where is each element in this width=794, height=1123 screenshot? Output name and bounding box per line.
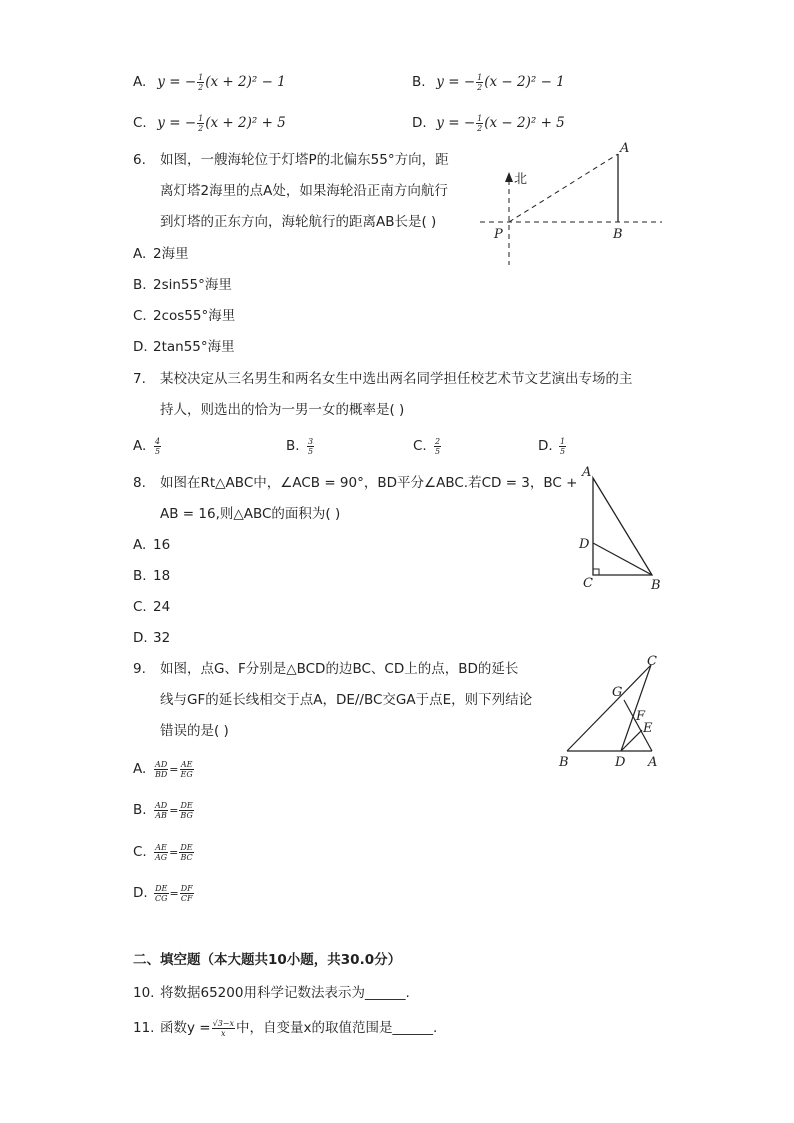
question-number: 7. [133,371,146,387]
fraction-den: BG [180,810,193,820]
fraction-den: 2 [477,123,483,133]
fraction-num: DF [180,883,193,893]
question-number: 9. [133,661,146,677]
fraction-num: DE [180,800,193,810]
fraction-num: AE [180,759,193,769]
fraction-num: AD [155,800,168,810]
fraction-den: 2 [477,82,483,92]
q9-line3: 错误的是( ) [160,723,229,739]
option-label: A. [133,438,147,454]
fraction-num: 1 [477,72,483,82]
question-text: 某校决定从三名男生和两名女生中选出两名同学担任校艺术节文艺演出专场的主 [160,371,633,387]
fraction-den: BD [155,769,168,779]
fraction-den: AG [155,852,168,862]
question-number: 6. [133,152,146,168]
option-math-pre: y = − [157,74,197,90]
fraction-num: 2 [435,436,441,446]
option-text: 32 [153,630,171,646]
equals-sign: = [169,846,179,859]
question-text: 如图在Rt△ABC中，∠ACB = 90°，BD平分∠ABC.若CD = 3，BC + [160,475,578,491]
option-text: 2sin55°海里 [153,277,232,293]
option-label: A. [133,74,147,90]
equals-sign: = [169,887,179,900]
q7-line2: 持人，则选出的恰为一男一女的概率是( ) [160,402,405,418]
option-label: A. [133,761,147,777]
option-label: B. [412,74,426,90]
fraction-den: CG [155,893,168,903]
fraction-den: EG [180,769,193,779]
option-math-pre: y = − [436,115,476,131]
option-math-post: (x + 2)² − 1 [205,74,286,90]
fraction-den: 5 [308,446,314,456]
fraction-den: 2 [198,123,204,133]
fraction-num: √3−x [212,1018,234,1028]
label-a: A [620,141,630,156]
fraction-den: x [221,1028,226,1038]
question-number: 10. [133,985,155,1001]
fraction-num: AE [155,842,167,852]
option-label: C. [413,438,427,454]
option-label: C. [133,308,147,324]
option-label: D. [133,885,148,901]
option-label: B. [133,568,147,584]
option-label: C. [133,844,147,860]
option-label: C. [133,115,147,131]
option-math-pre: y = − [436,74,476,90]
option-label: D. [133,630,148,646]
question-text: 如图，点G、F分别是△BCD的边BC、CD上的点，BD的延长 [160,661,519,677]
fraction-den: 5 [155,446,161,456]
section-title: 二、填空题（本大题共10小题，共30.0分） [133,952,402,968]
fraction-num: 3 [308,436,314,446]
q6-line2: 离灯塔2海里的点A处，如果海轮沿正南方向航行 [160,183,448,199]
question-text-post: 中，自变量x的取值范围是______. [236,1020,438,1036]
fraction [212,1019,235,1038]
segment-cd [621,665,651,751]
equals-sign: = [169,804,179,817]
option-label: B. [286,438,300,454]
segment-bc [567,665,651,751]
option-label: D. [538,438,553,454]
north-label: 北 [514,172,528,187]
option-label: C. [133,599,147,615]
question-text-pre: 函数y = [160,1020,211,1036]
option-label: B. [133,802,147,818]
fraction-num: 1 [198,113,204,123]
option-label: B. [133,277,147,293]
label-c: C [583,576,593,591]
q10 [133,983,410,1003]
fraction-num: AD [155,759,168,769]
option-text: 2tan55°海里 [153,339,235,355]
label-b: B [651,578,661,593]
option-text: 24 [153,599,171,615]
option-text: 18 [153,568,171,584]
question-text: 如图，一艘海轮位于灯塔P的北偏东55°方向，距 [160,152,449,168]
question-number: 11. [133,1020,155,1036]
fraction-num: 1 [560,436,566,446]
fraction-num: 4 [155,436,161,446]
fraction-den: 2 [198,82,204,92]
label-d: D [579,537,590,552]
q11 [133,1018,437,1038]
label-f: F [636,709,646,724]
label-a: A [582,465,592,480]
fraction-den: CF [180,893,193,903]
fraction-num: 1 [477,113,483,123]
q8-line2: AB = 16,则△ABC的面积为( ) [160,506,341,522]
option-text: 16 [153,537,171,553]
option-label: A. [133,246,147,262]
option-text: 2海里 [153,246,189,262]
option-math-post: (x + 2)² + 5 [205,115,286,131]
option-label: A. [133,537,147,553]
fraction-num: DE [180,842,193,852]
label-a: A [648,755,658,770]
q6-line3: 到灯塔的正东方向，海轮航行的距离AB长是( ) [160,214,437,230]
equals-sign: = [169,763,179,776]
fraction-den: 5 [435,446,441,456]
label-b: B [613,227,623,242]
question-number: 8. [133,475,146,491]
option-label: D. [412,115,427,131]
fraction-den: 5 [560,446,566,456]
option-math-post: (x − 2)² + 5 [484,115,565,131]
label-e: E [643,721,653,736]
label-b: B [559,755,569,770]
option-text: 2cos55°海里 [153,308,236,324]
fraction-num: DE [155,883,168,893]
option-math-post: (x − 2)² − 1 [484,74,565,90]
fraction-num: 1 [198,72,204,82]
label-c: C [647,654,657,669]
label-p: P [494,227,503,242]
option-label: D. [133,339,148,355]
question-text: 将数据65200用科学记数法表示为______. [160,985,410,1001]
fraction-den: AB [155,810,167,820]
fraction-den: BC [180,852,193,862]
q9-line2: 线与GF的延长线相交于点A，DE//BC交GA于点E，则下列结论 [160,692,533,708]
option-math-pre: y = − [157,115,197,131]
label-d: D [615,755,626,770]
label-g: G [612,685,623,700]
